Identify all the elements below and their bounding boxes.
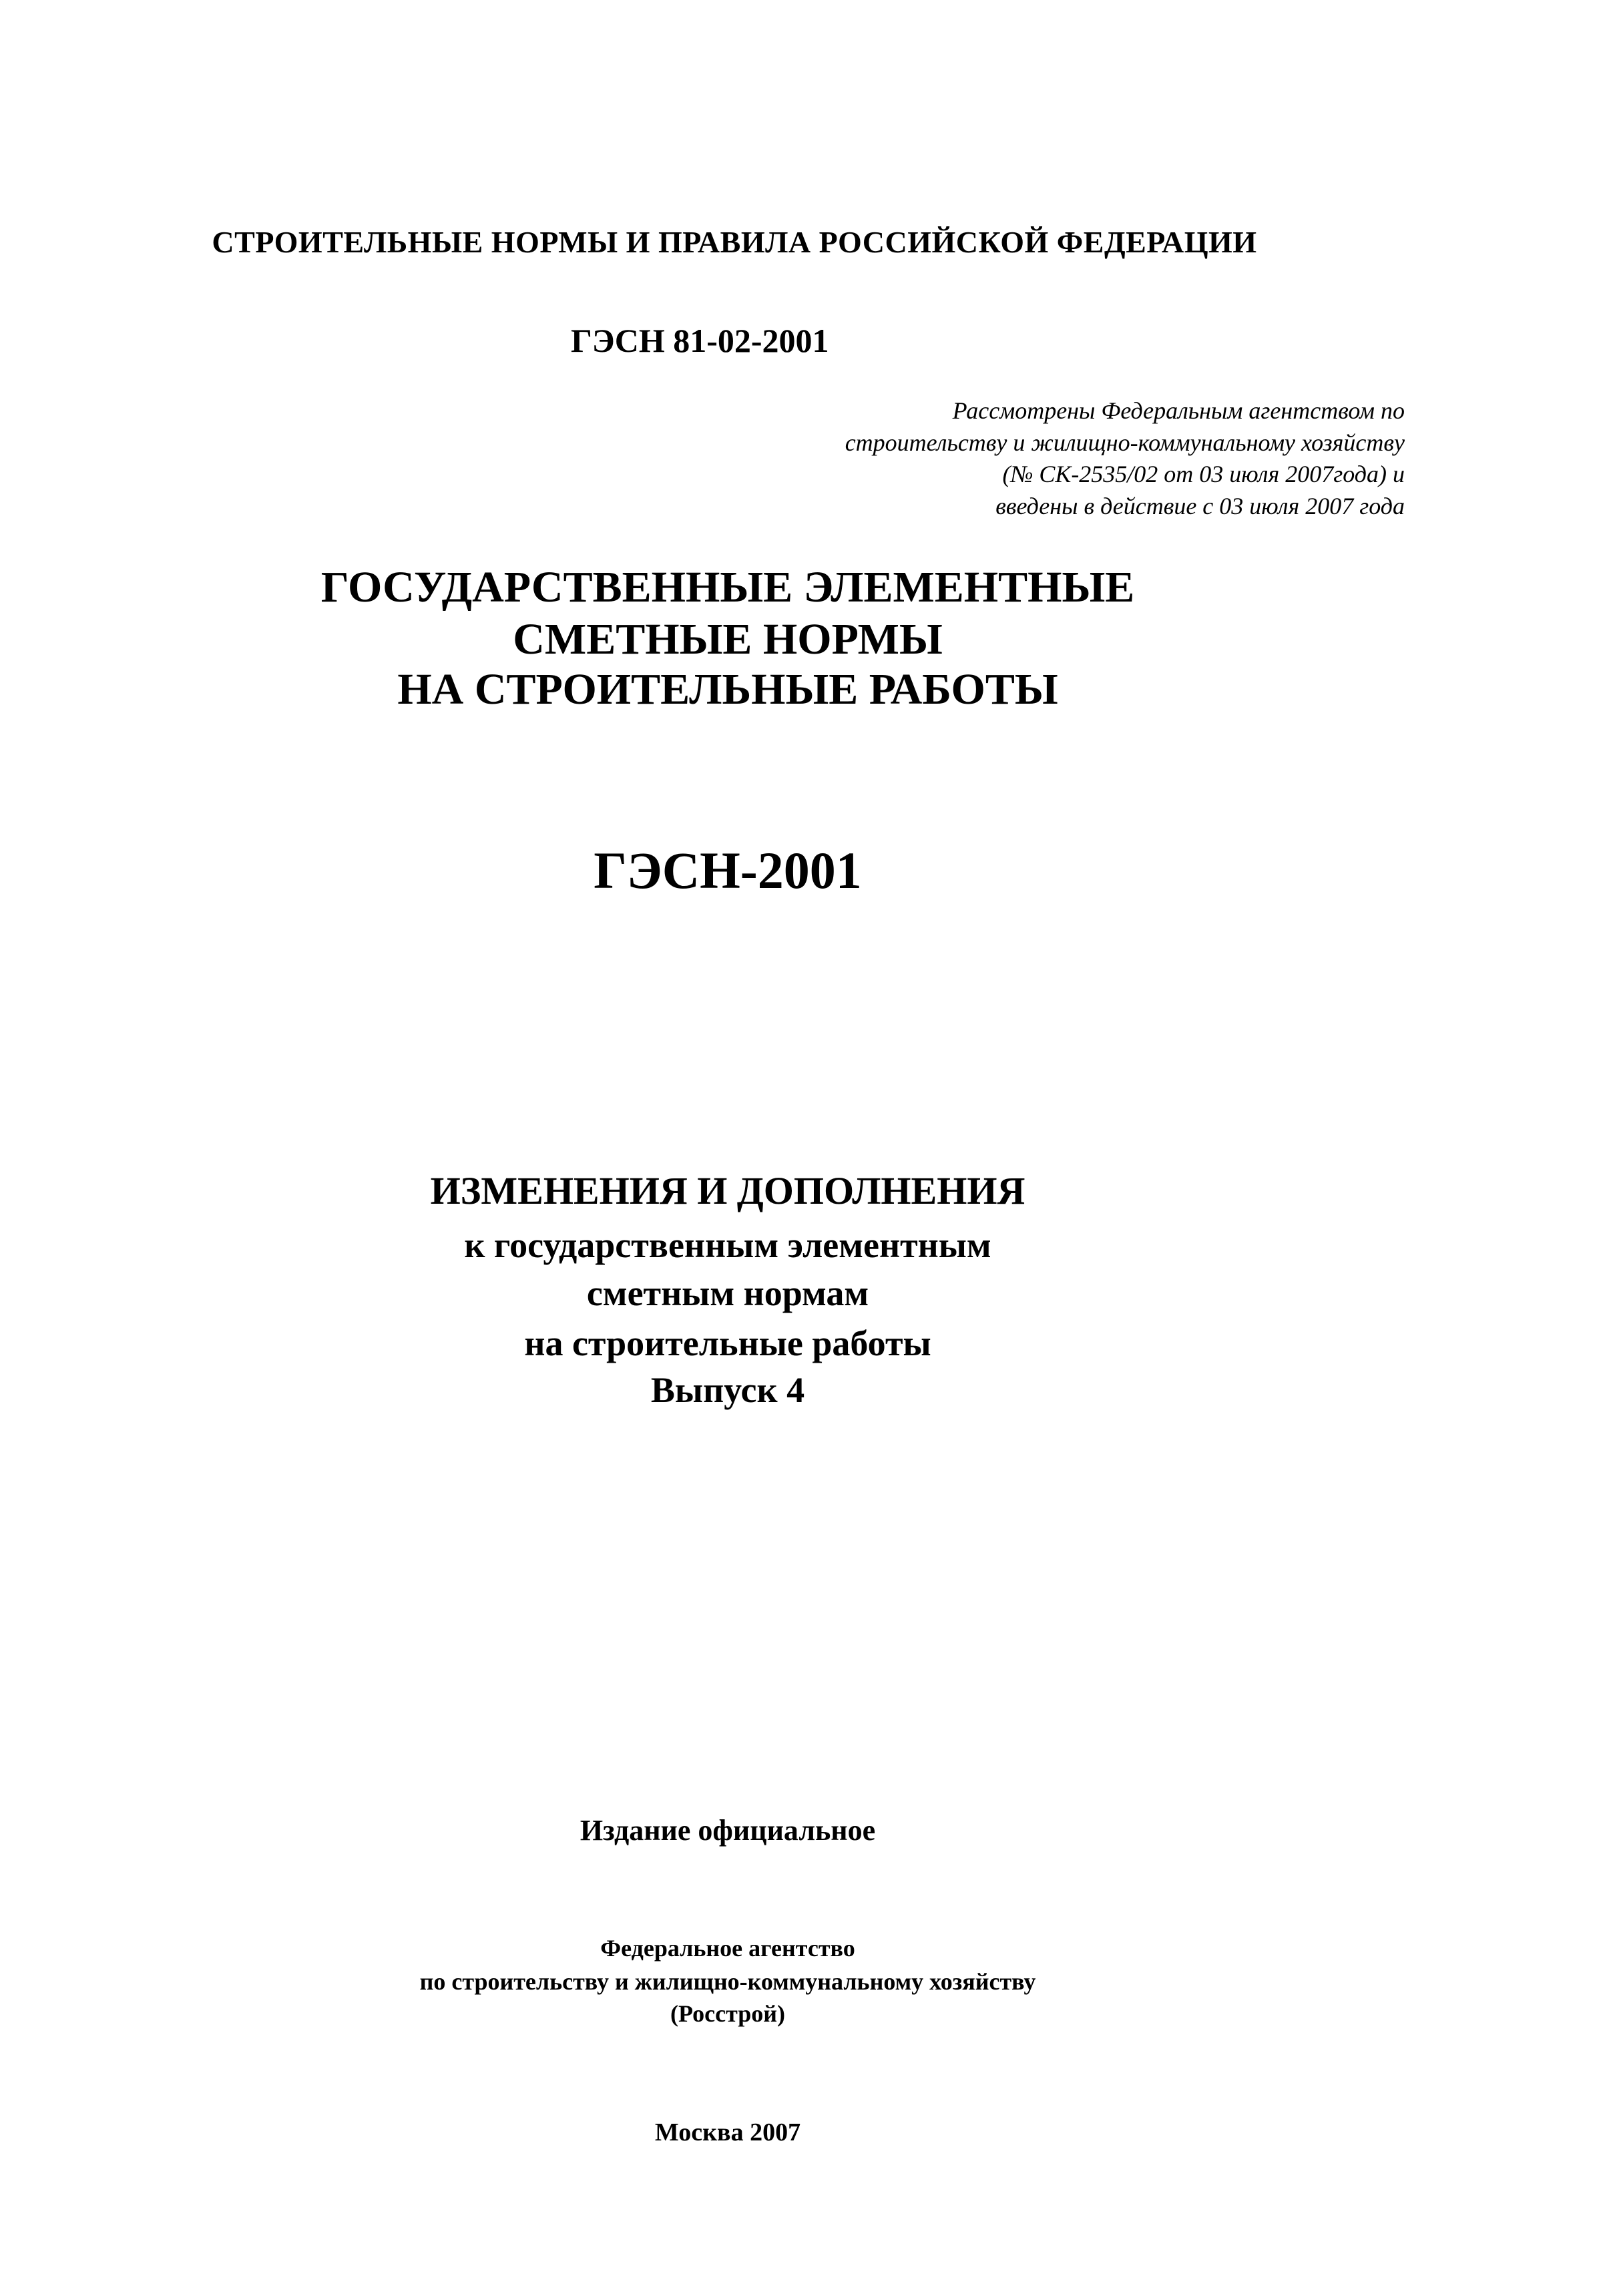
publisher-line: (Росстрой) <box>670 2000 785 2027</box>
changes-line: к государственным элементным <box>464 1225 991 1265</box>
document-code: ГЭСН 81-02-2001 <box>571 322 829 359</box>
changes-line: сметным нормам <box>586 1273 869 1313</box>
edition-label: Издание официальное <box>580 1814 876 1847</box>
city-year: Москва 2007 <box>654 2118 801 2146</box>
issue-number: Выпуск 4 <box>650 1370 805 1410</box>
publisher-line: Федеральное агентство <box>600 1935 855 1962</box>
approval-line: (№ СК-2535/02 от 03 июля 2007года) и <box>1002 461 1405 487</box>
publisher-line: по строительству и жилищно-коммунальному хозяйству <box>419 1968 1036 1995</box>
approval-line: Рассмотрены Федеральным агентством по <box>952 397 1405 424</box>
series-heading: СТРОИТЕЛЬНЫЕ НОРМЫ И ПРАВИЛА РОССИЙСКОЙ ФЕДЕРАЦИИ <box>212 225 1257 259</box>
main-title-line: ГОСУДАРСТВЕННЫЕ ЭЛЕМЕНТНЫЕ <box>320 563 1135 612</box>
main-title-line: НА СТРОИТЕЛЬНЫЕ РАБОТЫ <box>397 665 1058 714</box>
changes-heading: ИЗМЕНЕНИЯ И ДОПОЛНЕНИЯ <box>430 1169 1025 1212</box>
changes-line: на строительные работы <box>524 1323 931 1363</box>
approval-line: введены в действие с 03 июля 2007 года <box>995 493 1405 519</box>
approval-line: строительству и жилищно-коммунальному хозяйству <box>845 429 1405 456</box>
short-title: ГЭСН-2001 <box>594 841 862 899</box>
main-title-line: СМЕТНЫЕ НОРМЫ <box>513 615 943 664</box>
